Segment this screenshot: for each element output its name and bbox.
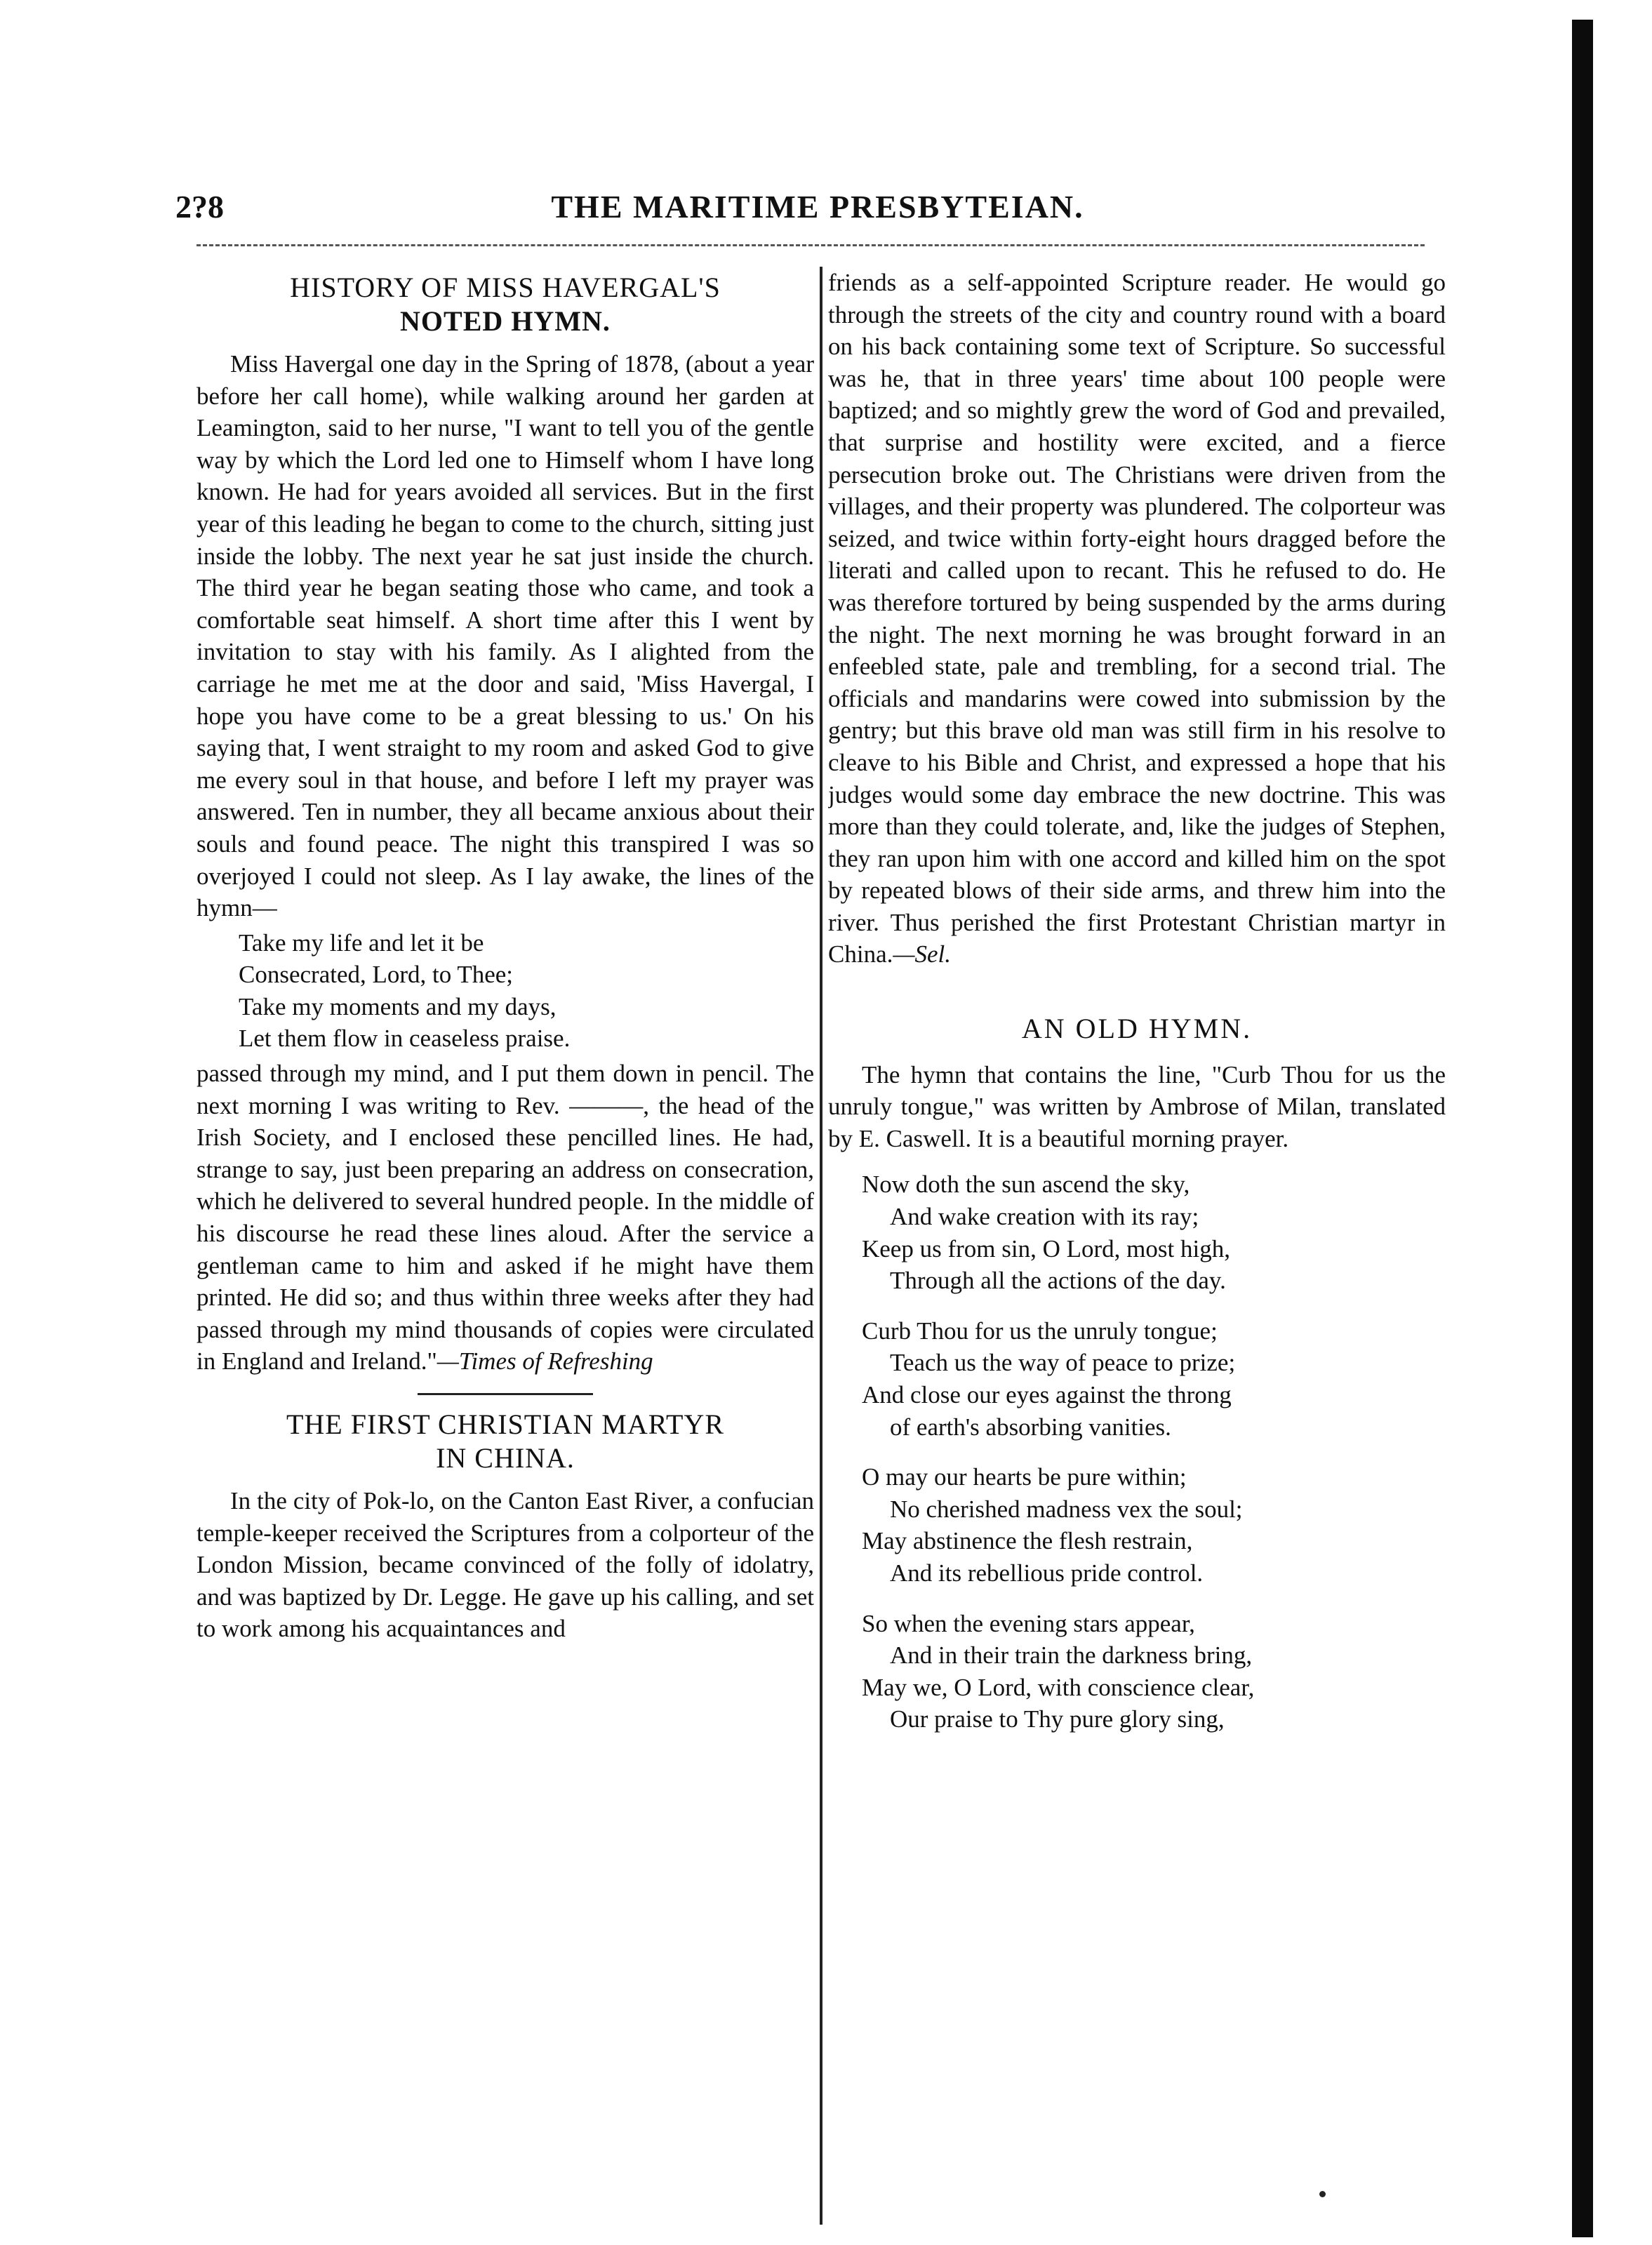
print-speck [1319, 2191, 1326, 2197]
article-paragraph: The hymn that contains the line, "Curb Thou for us the unruly tongue," was written by Ambrose of Milan, translated by E. Caswell. It is a beautiful morning prayer. [828, 1060, 1446, 1152]
hymn-line: Take my life and let it be [239, 928, 484, 957]
hymn-line: And in their train the darkness bring, [890, 1641, 1253, 1670]
article-source: —Times of Refreshing [437, 1347, 653, 1375]
article-paragraph-text: friends as a self-appointed Scripture reader. He would go through the streets of the city and country round with a board on his back containing some text of Scripture. So successful was he, that in three years' time about 100 people were baptized; and so mightly grew the word of God and prevailed, that surprise and hostility were excited, and a fierce persecution broke out. The Christians were driven from the villages, and their property was plundered. The colporteur was seized, and twice within forty-eight hours dragged before the literati and called upon to recant. This he refused to do. He was therefore tortured by being suspended by the arms during the night. The next morning he was brought forward in an enfeebled state, pale and trembling, for a second trial. The officials and mandarins were cowed into submission by the gentry; but this brave old man was still firm in his resolve to cleave to his Bible and Christ, and expressed a hope that his judges would some day embrace the new doctrine. This was more than they could tolerate, and, like the judges of Stephen, they ran upon him with one accord and killed him on the spot by repeated blows of their side arms, and threw him into the river. Thus perished the first Protestant Christian martyr in China. [828, 269, 1446, 968]
article-paragraph [196, 1058, 814, 1378]
hymn-line: And close our eyes against the throng [862, 1381, 1232, 1408]
hymn-line: Curb Thou for us the unruly tongue; [862, 1317, 1218, 1345]
hymn-line: And its rebellious pride control. [890, 1559, 1204, 1587]
page-number: 2?8 [175, 189, 224, 225]
right-column [828, 267, 1446, 2225]
article-paragraph-text: passed through my mind, and I put them down in pencil. The next morning I was writing to Rev. ———, the head of the Irish Society, and I enclosed these pencilled lines. He had, strange to say, just been preparing an address on consecration, which he delivered to several hundred people. In the middle of his discourse he read these lines aloud. After the service a gentleman came to him and asked if he might have them printed. He did so; and thus within three weeks after they had passed through my mind thousands of copies were circulated in England and Ireland." [196, 1060, 814, 1375]
journal-title: THE MARITIME PRESBYTEIAN. [551, 189, 1084, 225]
article-paragraph [828, 267, 1446, 971]
hymn-line: of earth's absorbing vanities. [890, 1413, 1171, 1441]
running-head [175, 188, 1460, 237]
column-rule [820, 267, 822, 2225]
hymn-line: Take my moments and my days, [239, 992, 557, 1020]
hymn-line: Now doth the sun ascend the sky, [862, 1171, 1190, 1199]
hymn-line: O may our hearts be pure within; [862, 1463, 1187, 1491]
binding-edge-bar [1572, 20, 1593, 2237]
article-title-line1: THE FIRST CHRISTIAN MARTYR [286, 1408, 725, 1440]
hymn-quote [196, 927, 814, 1055]
article-title-line2: NOTED HYMN. [400, 305, 611, 337]
left-column [196, 267, 814, 2225]
hymn-line: And wake creation with its ray; [890, 1203, 1199, 1231]
old-hymn-poem [828, 1168, 1446, 1736]
section-divider [418, 1393, 593, 1395]
article-havergal-title [196, 271, 814, 338]
article-martyr-title [196, 1408, 814, 1475]
hymn-line: No cherished madness vex the soul; [890, 1495, 1243, 1523]
hymn-stanza [828, 1608, 1446, 1736]
hymn-stanza [828, 1168, 1446, 1296]
hymn-line: Our praise to Thy pure glory sing, [890, 1705, 1225, 1733]
article-paragraph: Miss Havergal one day in the Spring of 1878, (about a year before her call home), while walking around her garden at Leamington, said to her nurse, "I want to tell you of the gentle way by which the Lord led one to Himself whom I have long known. He had for years avoided all services. But in the first year of this leading he began to come to the church, sitting just inside the lobby. The next year he sat just inside the church. The third year he began seating those who came, and took a comfortable seat himself. A short time after this I went by invitation to stay with his family. As I alighted from the carriage he met me at the door and said, 'Miss Havergal, I hope you have come to be a great blessing to us.' On his saying that, I went straight to my room and asked God to give me every soul in that house, and before I left my prayer was answered. Ten in number, they all became anxious about their souls and found peace. The night this transpired I was so overjoyed I could not sleep. As I lay awake, the lines of the hymn— [196, 350, 814, 922]
article-title-line2: IN CHINA. [436, 1442, 575, 1474]
article-paragraph: In the city of Pok-lo, on the Canton East River, a confucian temple-keeper received the Scriptures from a colporteur of the London Mission, became convinced of the folly of idolatry, and was baptized by Dr. Legge. He gave up his calling, and set to work among his acquaintances and [196, 1487, 814, 1643]
hymn-line: Keep us from sin, O Lord, most high, [862, 1234, 1230, 1263]
hymn-line: May abstinence the flesh restrain, [862, 1527, 1193, 1555]
hymn-line: May we, O Lord, with conscience clear, [862, 1673, 1255, 1701]
hymn-line: Teach us the way of peace to prize; [890, 1349, 1236, 1377]
hymn-line: Through all the actions of the day. [890, 1267, 1226, 1295]
header-rule [196, 244, 1425, 246]
hymn-line: So when the evening stars appear, [862, 1609, 1195, 1637]
hymn-line: Let them flow in ceaseless praise. [239, 1025, 571, 1053]
article-title-line1: HISTORY OF MISS HAVERGAL'S [290, 272, 721, 303]
article-source: —Sel. [893, 940, 951, 968]
hymn-line: Consecrated, Lord, to Thee; [239, 961, 514, 989]
hymn-stanza [828, 1315, 1446, 1443]
article-old-hymn-title: AN OLD HYMN. [1021, 1013, 1253, 1045]
hymn-stanza [828, 1461, 1446, 1589]
